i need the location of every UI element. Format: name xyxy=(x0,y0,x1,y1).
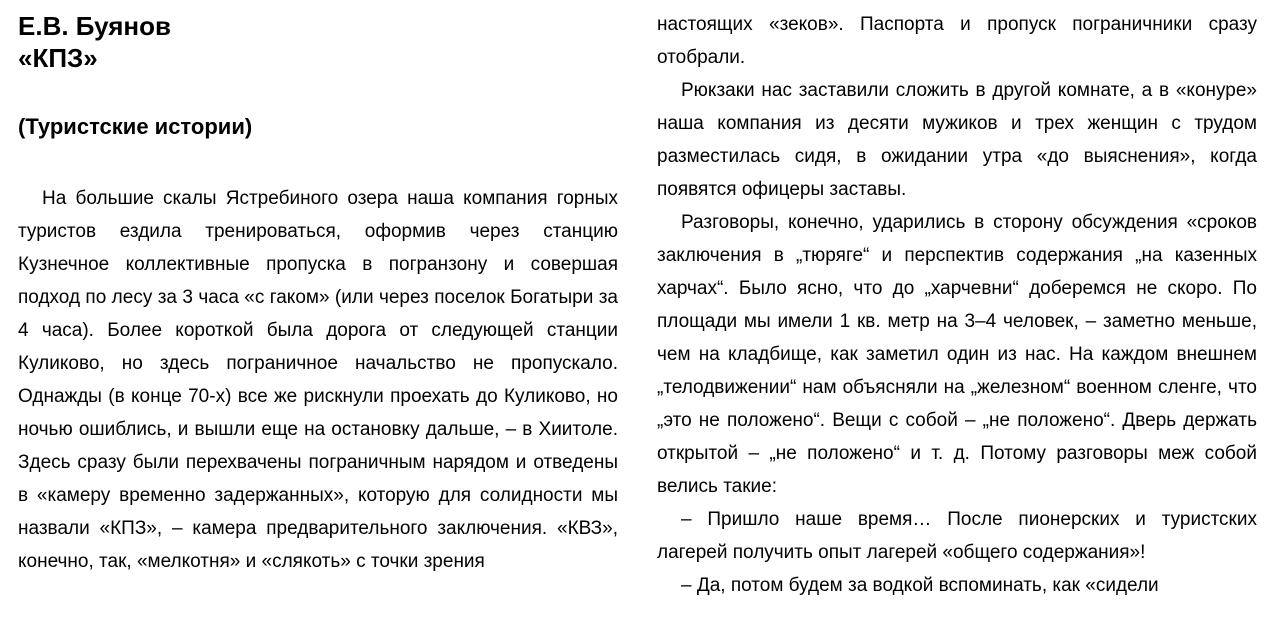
paragraph: – Пришло наше время… После пионерских и туристских лагерей получить опыт лагерей «общего содержания»! xyxy=(657,509,1257,563)
paragraph: настоящих «зеков». Паспорта и пропуск пограничники сразу отобрали. xyxy=(657,14,1257,68)
paragraph: Разговоры, конечно, ударились в сторону обсуждения «сроков заключения в „тюряге“ и перспектив содержания „на казенных харчах“. Было ясно, что до „харчевни“ доберемся не скоро. По площади мы имели 1 кв. метр на 3–4 человек, – заметно меньше, чем на кладбище, как заметил один из нас. На каждом внешнем „телодвижении“ нам объясняли на „железном“ военном сленге, что „это не положено“. Вещи с собой – „не положено“. Дверь держать открытой – „не положено“ и т. д. Потому разговоры меж собой велись такие: xyxy=(657,212,1257,497)
story-subtitle: (Туристские истории) xyxy=(18,114,253,139)
paragraph: – Да, потом будем за водкой вспоминать, как «сидели xyxy=(681,575,1159,596)
paragraph: Рюкзаки нас заставили сложить в другой комнате, а в «конуре» наша компания из десяти мужиков и трех женщин с трудом разместилась сидя, в ожидании утра «до выяснения», когда появятся офицеры заставы. xyxy=(657,80,1257,200)
author-name: Е.В. Буянов xyxy=(18,11,171,41)
right-column xyxy=(657,8,1257,602)
story-title: «КПЗ» xyxy=(18,43,98,73)
paragraph: На большие скалы Ястребиного озера наша компания горных туристов ездила тренироваться, оформив через станцию Кузнечное коллективные пропуска в погранзону и совершая подход по лесу за 3 часа «с гаком» (или через поселок Богатыри за 4 часа). Более короткой была дорога от следующей станции Куликово, но здесь пограничное начальство не пропускало. Однажды (в конце 70-х) все же рискнули проехать до Куликово, но ночью ошиблись, и вышли еще на остановку дальше, – в Хиитоле. Здесь сразу были перехвачены пограничным нарядом и отведены в «камеру временно задержанных», которую для солидности мы назвали «КПЗ», – камера предварительного заключения. «КВЗ», конечно, так, «мелкотня» и «слякоть» с точки зрения xyxy=(18,188,618,572)
left-column xyxy=(18,0,618,578)
